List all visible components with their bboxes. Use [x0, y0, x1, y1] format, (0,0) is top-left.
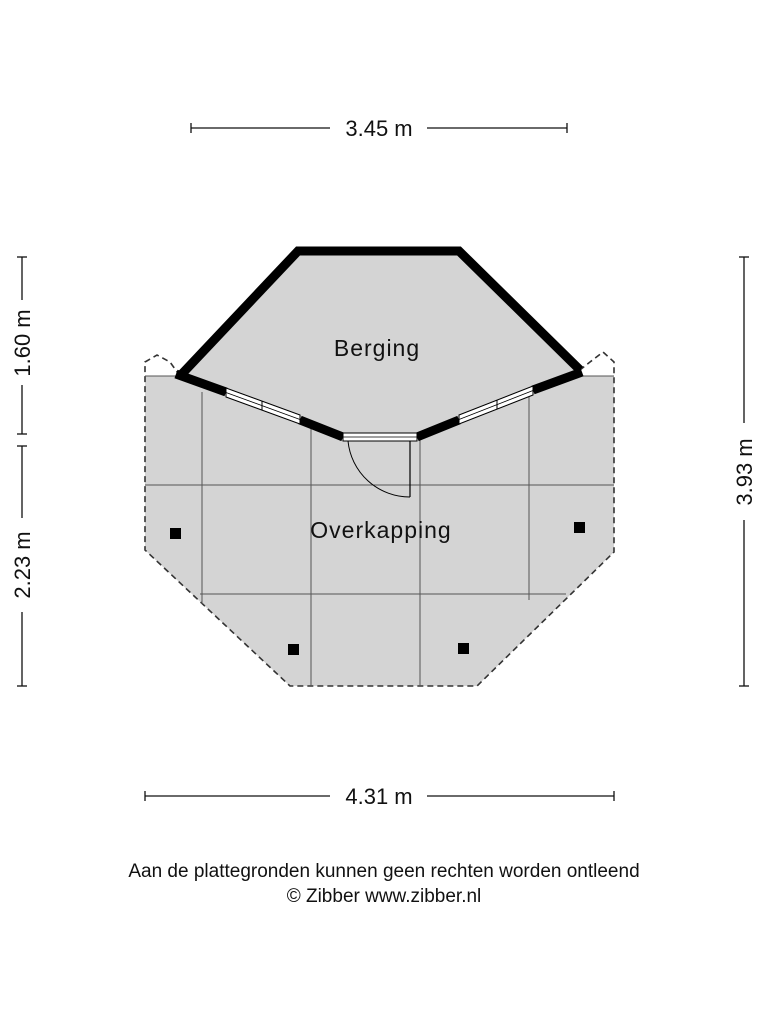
dimension-right-label: 3.93 m: [732, 438, 757, 506]
dimension-left-upper-label: 1.60 m: [10, 309, 35, 377]
room-label-berging: Berging: [333, 335, 421, 361]
room-label-overkapping: Overkapping: [310, 517, 452, 543]
dimension-bottom-label: 4.31 m: [345, 784, 413, 809]
dimension-left-lower-label: 2.23 m: [10, 531, 35, 599]
footer-copyright: © Zibber www.zibber.nl: [286, 886, 482, 907]
footer-disclaimer: Aan de plattegronden kunnen geen rechten worden ontleend: [128, 861, 640, 882]
dimension-top-label: 3.45 m: [345, 116, 413, 141]
